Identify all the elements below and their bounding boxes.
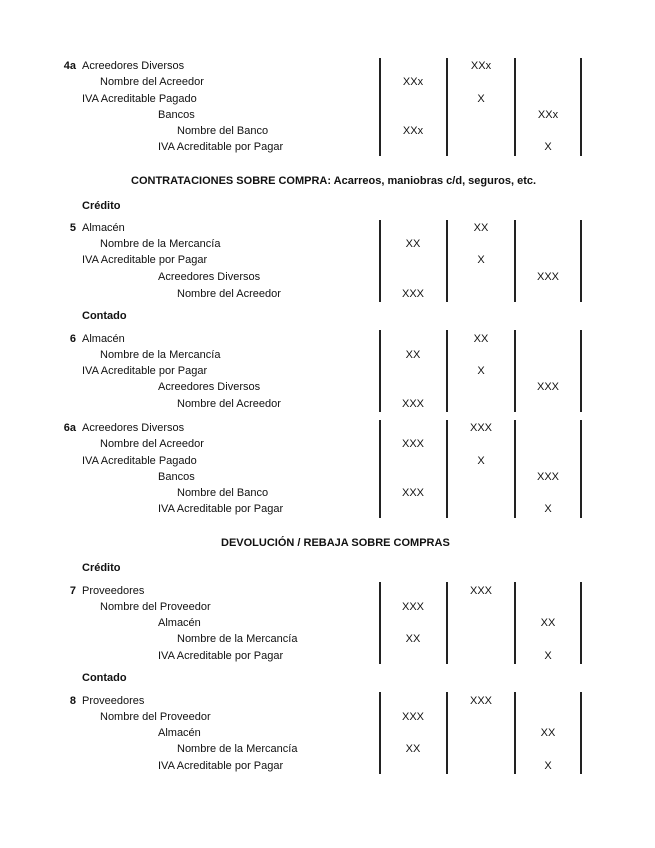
column-rule <box>514 582 516 664</box>
debit-amount: XX <box>473 333 489 345</box>
credit-amount: XXX <box>536 271 559 283</box>
account-line: Acreedores Diversos <box>82 422 185 434</box>
account-line: Nombre de la Mercancía <box>100 238 221 250</box>
subsection-credito: Crédito <box>82 562 121 574</box>
account-line: Almacén <box>82 222 125 234</box>
debit-amount: XXx <box>470 60 492 72</box>
subsection-credito: Crédito <box>82 200 121 212</box>
account-line: Almacén <box>158 617 201 629</box>
account-line: IVA Acreditable por Pagar <box>158 141 284 153</box>
partial-amount: XX <box>405 238 421 250</box>
partial-amount: XXX <box>401 711 424 723</box>
account-line: IVA Acreditable Pagado <box>82 455 197 467</box>
account-line: Bancos <box>158 109 195 121</box>
column-rule <box>446 220 448 302</box>
column-rule <box>514 420 516 518</box>
account-line: Nombre de la Mercancía <box>100 349 221 361</box>
account-line: Acreedores Diversos <box>158 381 261 393</box>
account-line: Nombre del Acreedor <box>100 76 204 88</box>
column-rule <box>514 58 516 156</box>
partial-amount: XX <box>405 349 421 361</box>
partial-amount: XXx <box>402 125 424 137</box>
column-rule <box>379 220 381 302</box>
account-line: Proveedores <box>82 585 145 597</box>
column-rule <box>580 220 582 302</box>
account-line: Almacén <box>82 333 125 345</box>
account-line: Nombre de la Mercancía <box>177 633 298 645</box>
account-line: IVA Acreditable por Pagar <box>82 254 208 266</box>
credit-amount: XX <box>540 727 556 739</box>
credit-amount: X <box>544 141 552 153</box>
partial-amount: XXX <box>401 601 424 613</box>
account-line: IVA Acreditable por Pagar <box>82 365 208 377</box>
column-rule <box>379 420 381 518</box>
column-rule <box>580 692 582 774</box>
credit-amount: XXX <box>536 471 559 483</box>
debit-amount: X <box>477 93 485 105</box>
debit-amount: XXX <box>469 585 492 597</box>
account-line: Acreedores Diversos <box>158 271 261 283</box>
subsection-contado: Contado <box>82 672 127 684</box>
debit-amount: X <box>477 254 485 266</box>
credit-amount: XXX <box>536 381 559 393</box>
account-line: IVA Acreditable Pagado <box>82 93 197 105</box>
credit-amount: XX <box>540 617 556 629</box>
column-rule <box>379 330 381 412</box>
column-rule <box>446 330 448 412</box>
account-line: Nombre del Banco <box>177 125 269 137</box>
partial-amount: XXX <box>401 487 424 499</box>
partial-amount: XXX <box>401 398 424 410</box>
account-line: Nombre del Banco <box>177 487 269 499</box>
entry-number: 8 <box>69 695 76 707</box>
section-title-devolucion: DEVOLUCIÓN / REBAJA SOBRE COMPRAS <box>221 537 450 549</box>
partial-amount: XXX <box>401 438 424 450</box>
column-rule <box>580 58 582 156</box>
account-line: Nombre del Acreedor <box>177 398 281 410</box>
column-rule <box>446 58 448 156</box>
column-rule <box>580 330 582 412</box>
column-rule <box>379 58 381 156</box>
column-rule <box>446 420 448 518</box>
entry-number: 7 <box>69 585 76 597</box>
section-title-contrataciones: CONTRATACIONES SOBRE COMPRA: Acarreos, maniobras c/d, seguros, etc. <box>131 175 537 187</box>
column-rule <box>446 582 448 664</box>
column-rule <box>514 330 516 412</box>
column-rule <box>514 692 516 774</box>
subsection-contado: Contado <box>82 310 127 322</box>
account-line: Proveedores <box>82 695 145 707</box>
debit-amount: X <box>477 455 485 467</box>
debit-amount: XXX <box>469 422 492 434</box>
account-line: Bancos <box>158 471 195 483</box>
debit-amount: XXX <box>469 695 492 707</box>
partial-amount: XXx <box>402 76 424 88</box>
column-rule <box>379 692 381 774</box>
account-line: Nombre del Acreedor <box>100 438 204 450</box>
account-line: IVA Acreditable por Pagar <box>158 650 284 662</box>
entry-number: 6 <box>69 333 76 345</box>
column-rule <box>580 420 582 518</box>
partial-amount: XX <box>405 743 421 755</box>
account-line: Acreedores Diversos <box>82 60 185 72</box>
entry-number: 4a <box>63 60 76 72</box>
partial-amount: XXX <box>401 288 424 300</box>
account-line: Nombre de la Mercancía <box>177 743 298 755</box>
account-line: IVA Acreditable por Pagar <box>158 503 284 515</box>
credit-amount: X <box>544 650 552 662</box>
credit-amount: XXx <box>537 109 559 121</box>
entry-number: 6a <box>63 422 76 434</box>
account-line: Nombre del Proveedor <box>100 711 211 723</box>
account-line: Nombre del Proveedor <box>100 601 211 613</box>
credit-amount: X <box>544 760 552 772</box>
debit-amount: X <box>477 365 485 377</box>
entry-number: 5 <box>69 222 76 234</box>
debit-amount: XX <box>473 222 489 234</box>
account-line: Almacén <box>158 727 201 739</box>
credit-amount: X <box>544 503 552 515</box>
column-rule <box>446 692 448 774</box>
column-rule <box>379 582 381 664</box>
account-line: IVA Acreditable por Pagar <box>158 760 284 772</box>
column-rule <box>514 220 516 302</box>
partial-amount: XX <box>405 633 421 645</box>
account-line: Nombre del Acreedor <box>177 288 281 300</box>
column-rule <box>580 582 582 664</box>
